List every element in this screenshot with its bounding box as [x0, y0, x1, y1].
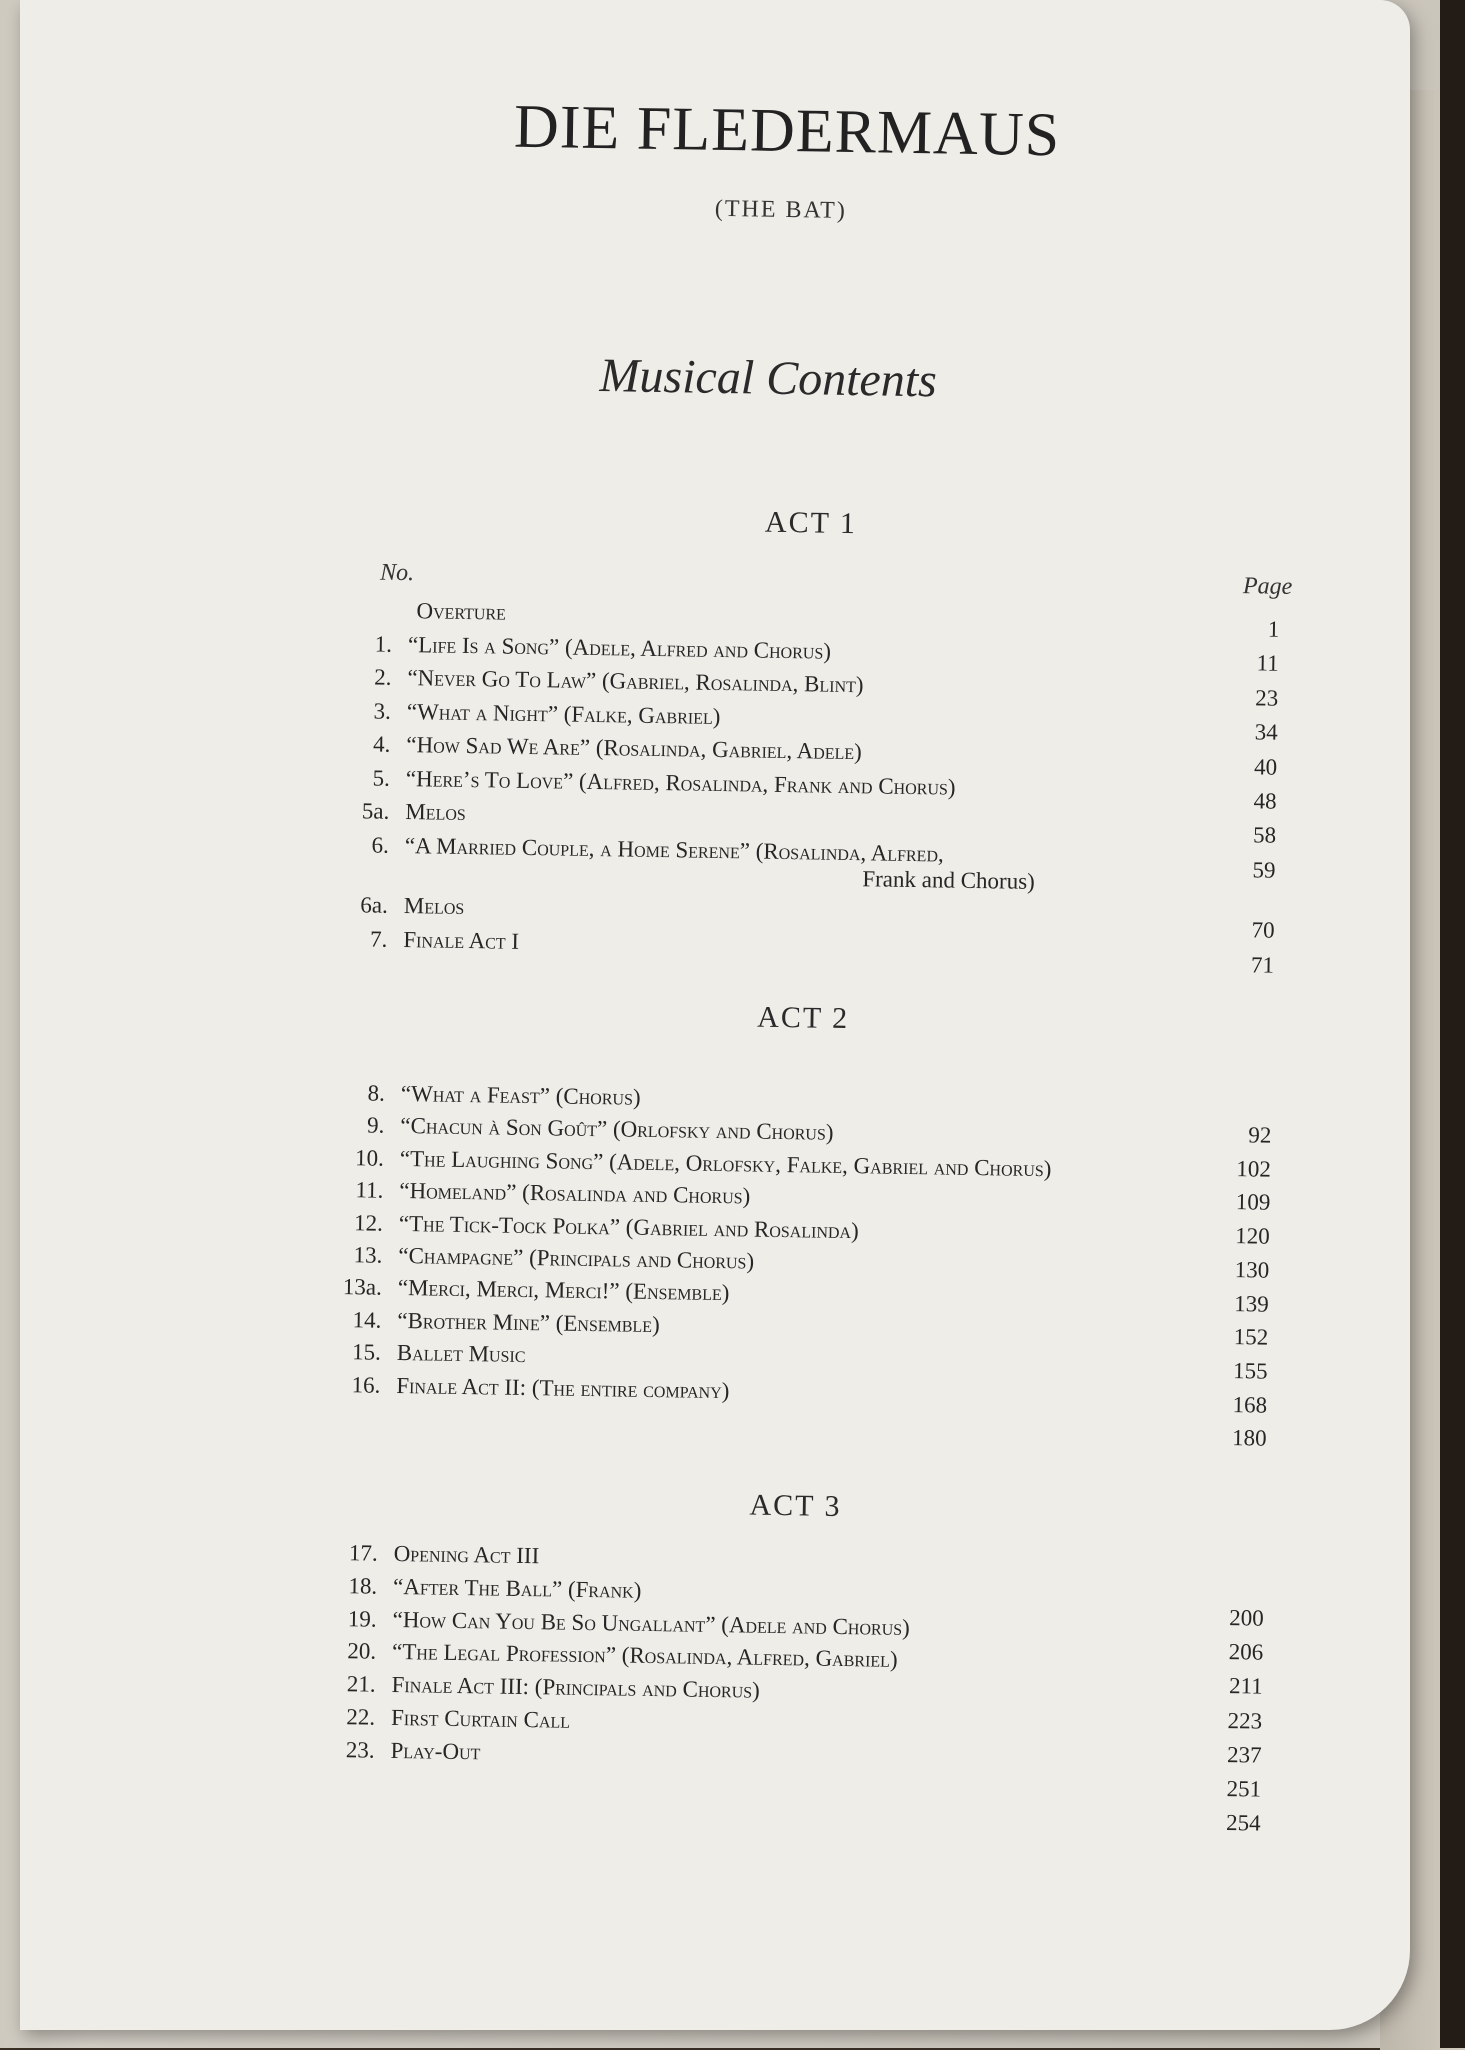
page-number: 180 — [1231, 1425, 1267, 1451]
page-column-label: Page — [1242, 573, 1293, 600]
entry-title: Ballet Music — [396, 1340, 526, 1368]
entry-number: 3. — [373, 698, 392, 724]
page-number: 130 — [1234, 1256, 1270, 1283]
entry-title: Melos — [405, 799, 466, 825]
entry-title: Melos — [403, 893, 465, 919]
entry-title: “Homeland” (Rosalinda and Chorus) — [399, 1178, 751, 1209]
entry-title: “Merci, Merci, Merci!” (Ensemble) — [397, 1275, 730, 1306]
page-number: 58 — [1252, 822, 1277, 849]
act-3-heading: ACT 3 — [749, 1488, 842, 1523]
entry-number: 5. — [372, 765, 391, 791]
entry-number: 23. — [345, 1737, 375, 1763]
page-number: 1 — [1267, 616, 1280, 642]
page-number: 102 — [1236, 1155, 1272, 1182]
page-number: 200 — [1229, 1605, 1264, 1631]
page-number: 237 — [1226, 1741, 1262, 1768]
entry-title: “A Married Couple, a Home Serene” (Rosalinda, Alfred, — [404, 832, 944, 867]
entry-number — [347, 596, 393, 597]
page-number: 40 — [1253, 753, 1278, 780]
entry-number: 6. — [371, 832, 390, 858]
entry-title: Finale Act II: (The entire company) — [396, 1372, 730, 1403]
entry-title: Finale Act I — [403, 926, 520, 954]
entry-title: Overture — [416, 598, 507, 625]
entry-title: Play-Out — [390, 1737, 481, 1765]
entry-number: 9. — [366, 1112, 385, 1139]
entry-number: 8. — [367, 1080, 386, 1106]
page-number: 34 — [1254, 719, 1278, 745]
entry-number: 12. — [353, 1209, 384, 1236]
entry-number: 21. — [346, 1671, 376, 1697]
page-number: 251 — [1226, 1776, 1262, 1802]
entry-number: 17. — [348, 1540, 378, 1566]
entry-number: 4. — [372, 731, 391, 757]
page-number: 223 — [1227, 1707, 1263, 1734]
entry-number: 6a. — [360, 892, 389, 918]
entry-title: Opening Act III — [393, 1540, 540, 1569]
entry-title: “Never Go To Law” (Gabriel, Rosalinda, Blint) — [407, 665, 864, 698]
entry-title: “The Laughing Song” (Adele, Orlofsky, Falke, Gabriel and Chorus) — [399, 1145, 1052, 1182]
entry-title: “Chacun à Son Goût” (Orlofsky and Chorus) — [400, 1113, 834, 1146]
contents-page — [20, 0, 1410, 2030]
page-number: 168 — [1232, 1391, 1268, 1418]
entry-title: “Champagne” (Principals and Chorus) — [398, 1242, 755, 1274]
entry-number: 16. — [351, 1371, 381, 1398]
page-subtitle: (THE BAT) — [714, 195, 848, 224]
page-number: 23 — [1255, 685, 1279, 711]
entry-title: “What a Night” (Falke, Gabriel) — [406, 698, 721, 729]
entry-title: “What a Feast” (Chorus) — [400, 1081, 641, 1110]
entry-number: 2. — [374, 664, 392, 690]
entry-number: 22. — [346, 1704, 376, 1730]
entry-title: Finale Act III: (Principals and Chorus) — [391, 1672, 761, 1703]
entry-number: 18. — [348, 1573, 378, 1599]
entry-number: 10. — [354, 1145, 385, 1171]
entry-number: 19. — [347, 1605, 377, 1632]
entry-number: 14. — [352, 1307, 382, 1333]
page-number: 254 — [1225, 1810, 1261, 1836]
section-title: Musical Contents — [599, 349, 938, 408]
entry-number: 11. — [355, 1177, 384, 1203]
page-number: 48 — [1253, 788, 1277, 814]
page-number: 139 — [1234, 1290, 1269, 1317]
act-1-heading: ACT 1 — [764, 505, 858, 541]
entry-title: “The Tick-Tock Polka” (Gabriel and Rosalinda) — [398, 1210, 859, 1243]
entry-number: 1. — [374, 631, 393, 657]
entry-number: 13. — [353, 1242, 383, 1268]
entry-title: “The Legal Profession” (Rosalinda, Alfred, Gabriel) — [391, 1639, 898, 1673]
number-column-label: No. — [379, 559, 415, 587]
page-number: 59 — [1252, 857, 1276, 883]
page-number: 206 — [1228, 1639, 1264, 1665]
page-content — [2, 0, 1424, 2041]
entry-number: 15. — [351, 1339, 382, 1365]
entry-number: 20. — [347, 1638, 377, 1665]
entry-title: “After The Ball” (Frank) — [392, 1573, 642, 1603]
entry-title: “Life Is a Song” (Adele, Alfred and Chorus) — [407, 631, 832, 664]
page-number: 109 — [1235, 1189, 1271, 1216]
page-number: 155 — [1232, 1358, 1268, 1384]
entry-title: First Curtain Call — [390, 1704, 571, 1733]
page-number: 211 — [1228, 1673, 1263, 1700]
entry-number: 13a. — [342, 1274, 383, 1301]
entry-number: 5a. — [361, 798, 390, 824]
entry-title: “How Can You Be So Ungallant” (Adele and Chorus) — [392, 1606, 911, 1640]
page-number: 70 — [1251, 917, 1275, 943]
entry-title: “Here’s To Love” (Alfred, Rosalinda, Frank and Chorus) — [405, 765, 956, 800]
entry-title-continuation: Frank and Chorus) — [862, 865, 1036, 894]
page-number: 11 — [1256, 650, 1279, 677]
page-title: DIE FLEDERMAUS — [513, 92, 1061, 170]
act-2-heading: ACT 2 — [756, 1000, 850, 1036]
page-number: 92 — [1248, 1122, 1272, 1148]
page-number: 152 — [1233, 1324, 1269, 1350]
entry-title: “Brother Mine” (Ensemble) — [397, 1307, 660, 1337]
page-number: 71 — [1250, 951, 1275, 978]
page-number: 120 — [1235, 1223, 1270, 1249]
entry-title: “How Sad We Are” (Rosalinda, Gabriel, Adele) — [406, 732, 863, 765]
entry-number: 7. — [369, 926, 388, 952]
